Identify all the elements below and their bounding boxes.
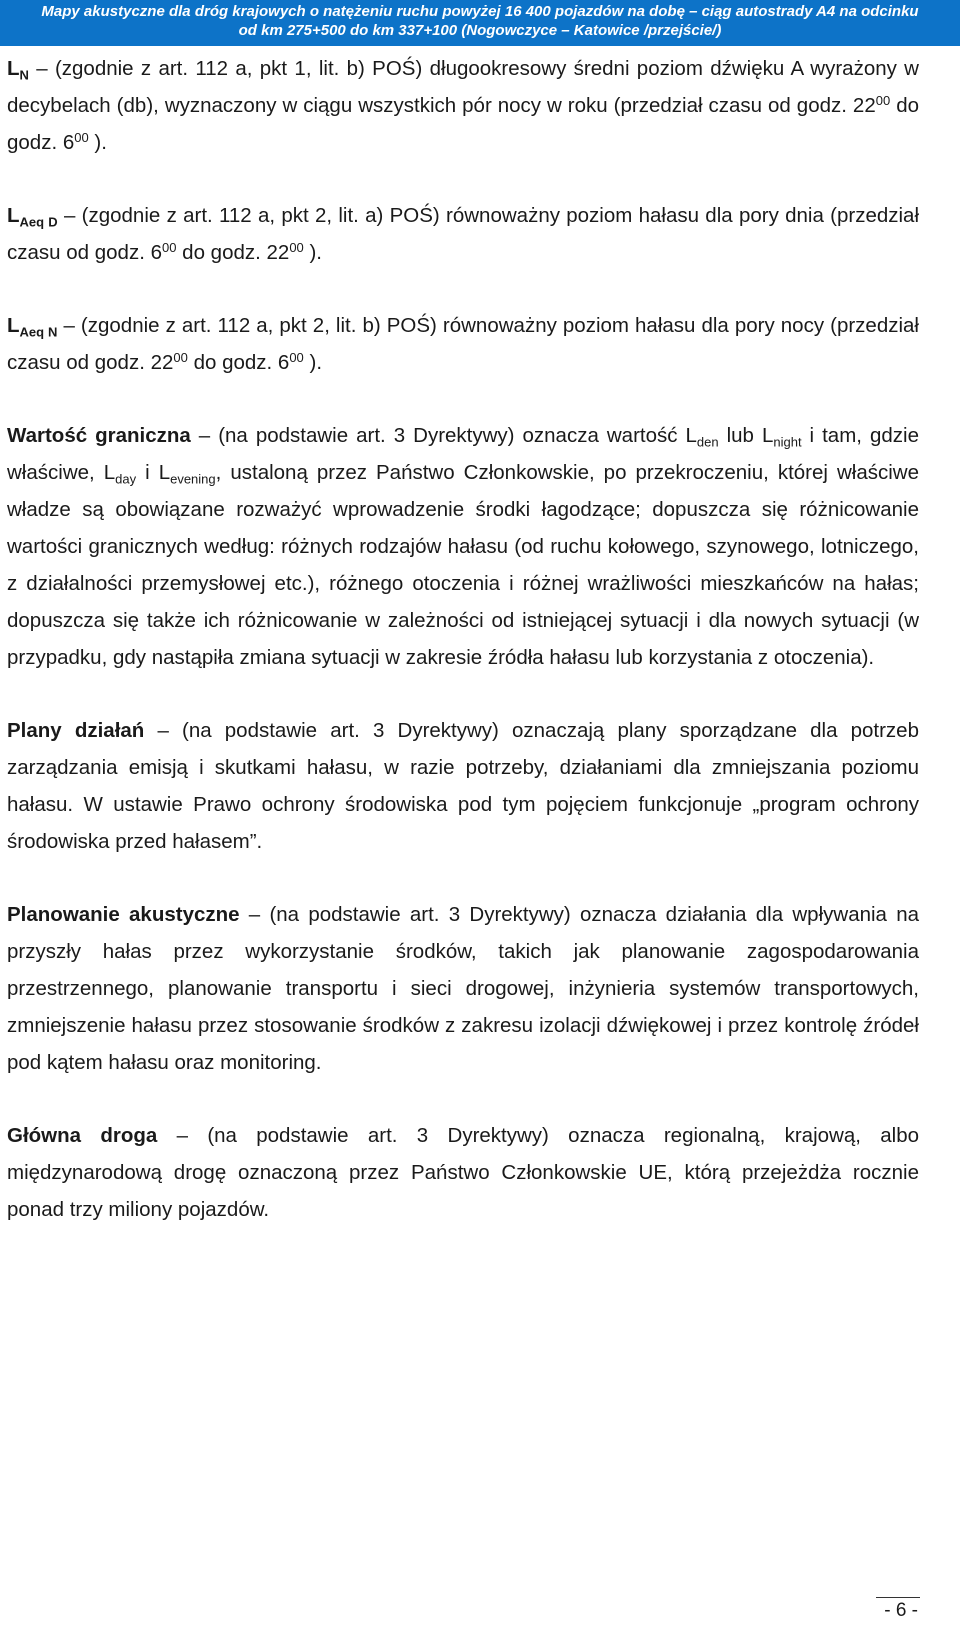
term-planowanie-akustyczne: Planowanie akustyczne xyxy=(7,903,240,926)
page-number: - 6 - xyxy=(884,1600,918,1621)
definition-planowanie-akustyczne: Planowanie akustyczne – (na podstawie art. 3 Dyrektywy) oznacza działania dla wpływania na przyszły hałas przez wykorzystanie środków, takich jak planowanie zagospodarowania przestrzennego, planowanie transportu i sieci drogowej, inżynieria systemów transportowych, zmniejszenie hałasu przez stosowanie środków z zakresu izolacji dźwiękowej i przez kontrolę źródeł pod kątem hałasu oraz monitoring. xyxy=(7,903,919,1074)
definition-plany-dzialan: Plany działań – (na podstawie art. 3 Dyrektywy) oznaczają plany sporządzane dla potrzeb zarządzania emisją i skutkami hałasu, w razie potrzeby, działaniami dla zmniejszania poziomu hałasu. W ustawie Prawo ochrony środowiska pod tym pojęciem funkcjonuje „program ochrony środowiska przed hałasem”. xyxy=(7,719,919,853)
term-laeq-d: $L_{Aeq D}$ xyxy=(7,204,58,230)
footer-divider xyxy=(876,1597,920,1598)
term-glowna-droga: Główna droga xyxy=(7,1124,158,1147)
term-ln: $L_N$ xyxy=(7,57,29,83)
term-wartosc-graniczna: Wartość graniczna xyxy=(7,424,191,447)
definition-laeq-n: $L_{Aeq N}$ – (zgodnie z art. 112 a, pkt 2, lit. b) POŚ) równoważny poziom hałasu dla pory nocy (przedział czasu od godz. $22^{00}$ do godz. $6^{00}$ ). xyxy=(7,314,919,374)
header-line-2: od km 275+500 do km 337+100 (Nogowczyce – Katowice /przejście/) xyxy=(238,22,722,39)
document-body xyxy=(7,50,919,1228)
definition-ln: $L_N$ – (zgodnie z art. 112 a, pkt 1, lit. b) POŚ) długookresowy średni poziom dźwięku A wyrażony w decybelach (db), wyznaczony w ciągu wszystkich pór nocy w roku (przedział czasu od godz. $22^{00}$ do godz. $6^{00}$ ). xyxy=(7,57,919,154)
header-line-1: Mapy akustyczne dla dróg krajowych o natężeniu ruchu powyżej 16 400 pojazdów na dobę – ciąg autostrady A4 na odcinku xyxy=(41,3,919,20)
page-header xyxy=(0,0,960,46)
term-plany-dzialan: Plany działań xyxy=(7,719,145,742)
definition-laeq-d: $L_{Aeq D}$ – (zgodnie z art. 112 a, pkt 2, lit. a) POŚ) równoważny poziom hałasu dla pory dnia (przedział czasu od godz. $6^{00}$ do godz. $22^{00}$ ). xyxy=(7,204,920,264)
definition-wartosc-graniczna: Wartość graniczna – (na podstawie art. 3 Dyrektywy) oznacza wartość $L_{den}$ lub $L_{night}$ i tam, gdzie właściwe, $L_{day}$ i $L_{evening}$, ustaloną przez Państwo Członkowskie, po przekroczeniu, której właściwe władze są obowiązane rozważyć wprowadzenie środki łagodzące; dopuszcza się różnicowanie wartości granicznych według: różnych rodzajów hałasu (od ruchu kołowego, szynowego, lotniczego, z działalności przemysłowej etc.), różnego otoczenia i różnej wrażliwości mieszkańców na hałas; dopuszcza się także ich różnicowanie w zależności od istniejącej sytuacji i dla nowych sytuacji (w przypadku, gdy nastąpiła zmiana sytuacji w zakresie źródła hałasu lub korzystania z otoczenia). xyxy=(7,424,919,669)
definition-glowna-droga: Główna droga – (na podstawie art. 3 Dyrektywy) oznacza regionalną, krajową, albo międzynarodową drogę oznaczoną przez Państwo Członkowskie UE, którą przejeżdża rocznie ponad trzy miliony pojazdów. xyxy=(7,1124,919,1221)
term-laeq-n: $L_{Aeq N}$ xyxy=(7,314,58,340)
